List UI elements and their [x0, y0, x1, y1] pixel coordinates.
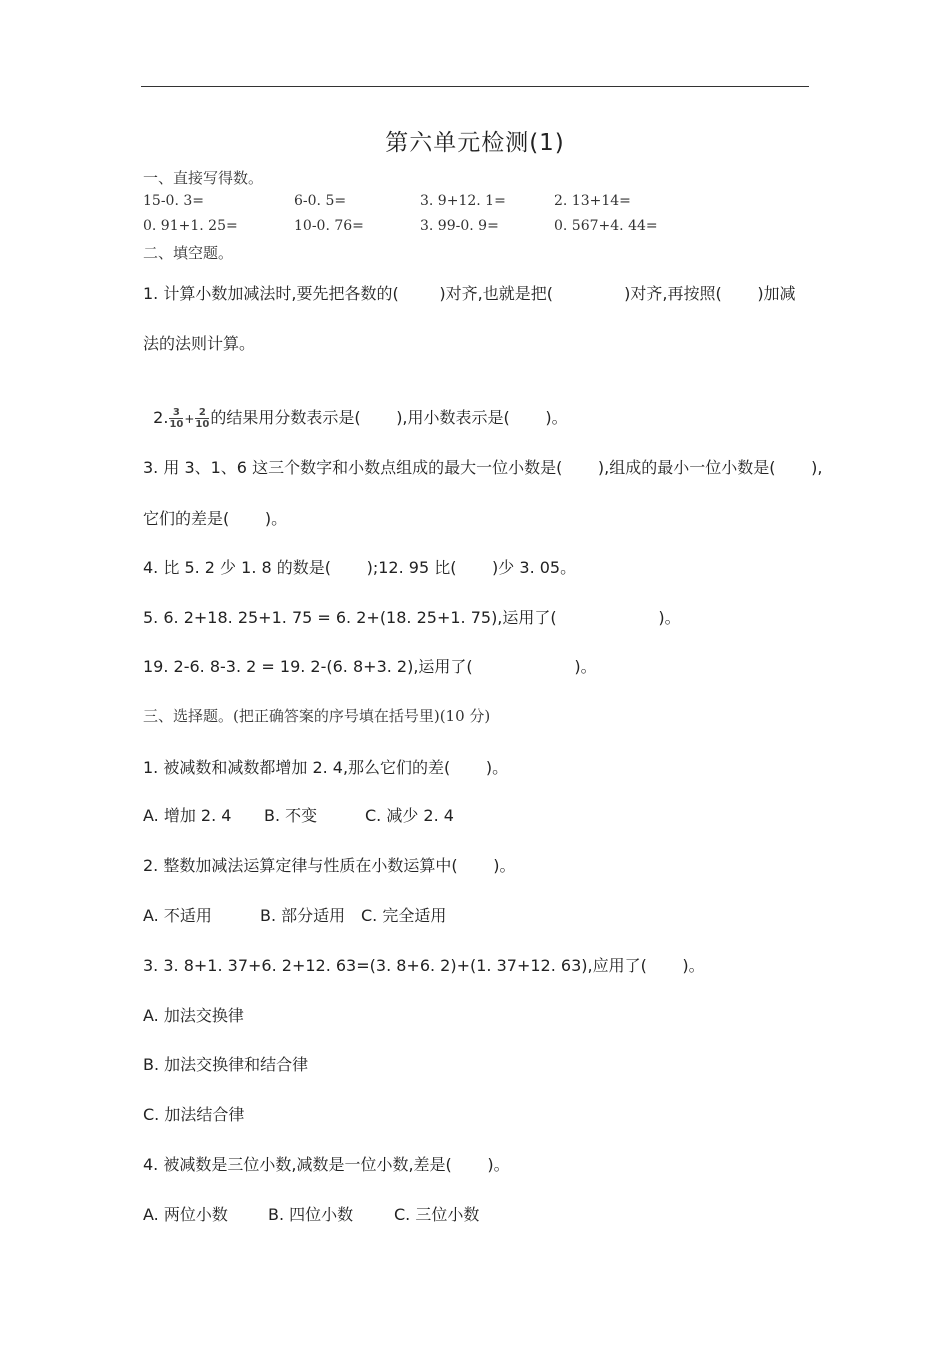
- choice-question-2: 2. 整数加减法运算定律与性质在小数运算中( )。: [143, 856, 516, 875]
- calc-item: 10-0. 76=: [294, 218, 364, 234]
- header-rule: [141, 86, 809, 87]
- calc-item: 0. 91+1. 25=: [143, 218, 238, 234]
- fraction-denominator: 10: [195, 419, 210, 430]
- choice-option: B. 部分适用: [260, 906, 346, 925]
- section3-heading: 三、选择题。(把正确答案的序号填在括号里)(10 分): [143, 707, 491, 725]
- choice-question-3: 3. 3. 8+1. 37+6. 2+12. 63=(3. 8+6. 2)+(1. 37+12. 63),应用了( )。: [143, 956, 705, 975]
- fraction: [169, 407, 183, 430]
- fill-question-2: [143, 386, 568, 430]
- choice-option: C. 加法结合律: [143, 1105, 245, 1124]
- choice-question-1: 1. 被减数和减数都增加 2. 4,那么它们的差( )。: [143, 758, 509, 777]
- choice-option: C. 三位小数: [394, 1205, 480, 1224]
- choice-option: B. 不变: [264, 806, 318, 825]
- choice-option: A. 增加 2. 4: [143, 806, 232, 825]
- calc-item: 6-0. 5=: [294, 193, 347, 209]
- fill-question-4: 4. 比 5. 2 少 1. 8 的数是( );12. 95 比( )少 3. 05。: [143, 558, 577, 577]
- calc-item: 3. 9+12. 1=: [420, 193, 506, 209]
- fraction-numerator: 3: [169, 407, 183, 419]
- choice-option: A. 不适用: [143, 906, 212, 925]
- calc-item: 0. 567+4. 44=: [554, 218, 658, 234]
- fill-question-1: 1. 计算小数加减法时,要先把各数的( )对齐,也就是把( )对齐,再按照( )加减: [143, 284, 796, 303]
- section1-heading: 一、直接写得数。: [143, 169, 264, 187]
- section2-heading: 二、填空题。: [143, 244, 234, 262]
- fill-question-1-cont: 法的法则计算。: [143, 334, 256, 353]
- fraction: [195, 407, 209, 430]
- fill-question-3-cont: 它们的差是( )。: [143, 509, 288, 528]
- plus-sign: +: [184, 412, 195, 426]
- fraction-denominator: 10: [169, 419, 184, 430]
- choice-option: A. 两位小数: [143, 1205, 228, 1224]
- choice-option: C. 完全适用: [361, 906, 447, 925]
- q2-prefix: 2.: [153, 408, 169, 427]
- fill-question-3: 3. 用 3、1、6 这三个数字和小数点组成的最大一位小数是( ),组成的最小一位小数是( ),: [143, 458, 823, 477]
- choice-option: A. 加法交换律: [143, 1006, 244, 1025]
- calc-item: 15-0. 3=: [143, 193, 204, 209]
- choice-option: C. 减少 2. 4: [365, 806, 454, 825]
- fraction-numerator: 2: [195, 407, 209, 419]
- fill-question-5: 5. 6. 2+18. 25+1. 75 = 6. 2+(18. 25+1. 75),运用了( )。: [143, 608, 681, 627]
- choice-option: B. 四位小数: [268, 1205, 354, 1224]
- choice-option: B. 加法交换律和结合律: [143, 1055, 309, 1074]
- calc-item: 2. 13+14=: [554, 193, 631, 209]
- q2-text: 的结果用分数表示是( ),用小数表示是( )。: [210, 408, 568, 427]
- calc-item: 3. 99-0. 9=: [420, 218, 499, 234]
- choice-question-4: 4. 被减数是三位小数,减数是一位小数,差是( )。: [143, 1155, 510, 1174]
- fill-question-5-cont: 19. 2-6. 8-3. 2 = 19. 2-(6. 8+3. 2),运用了( )。: [143, 657, 597, 676]
- page-title: 第六单元检测(1): [385, 130, 565, 156]
